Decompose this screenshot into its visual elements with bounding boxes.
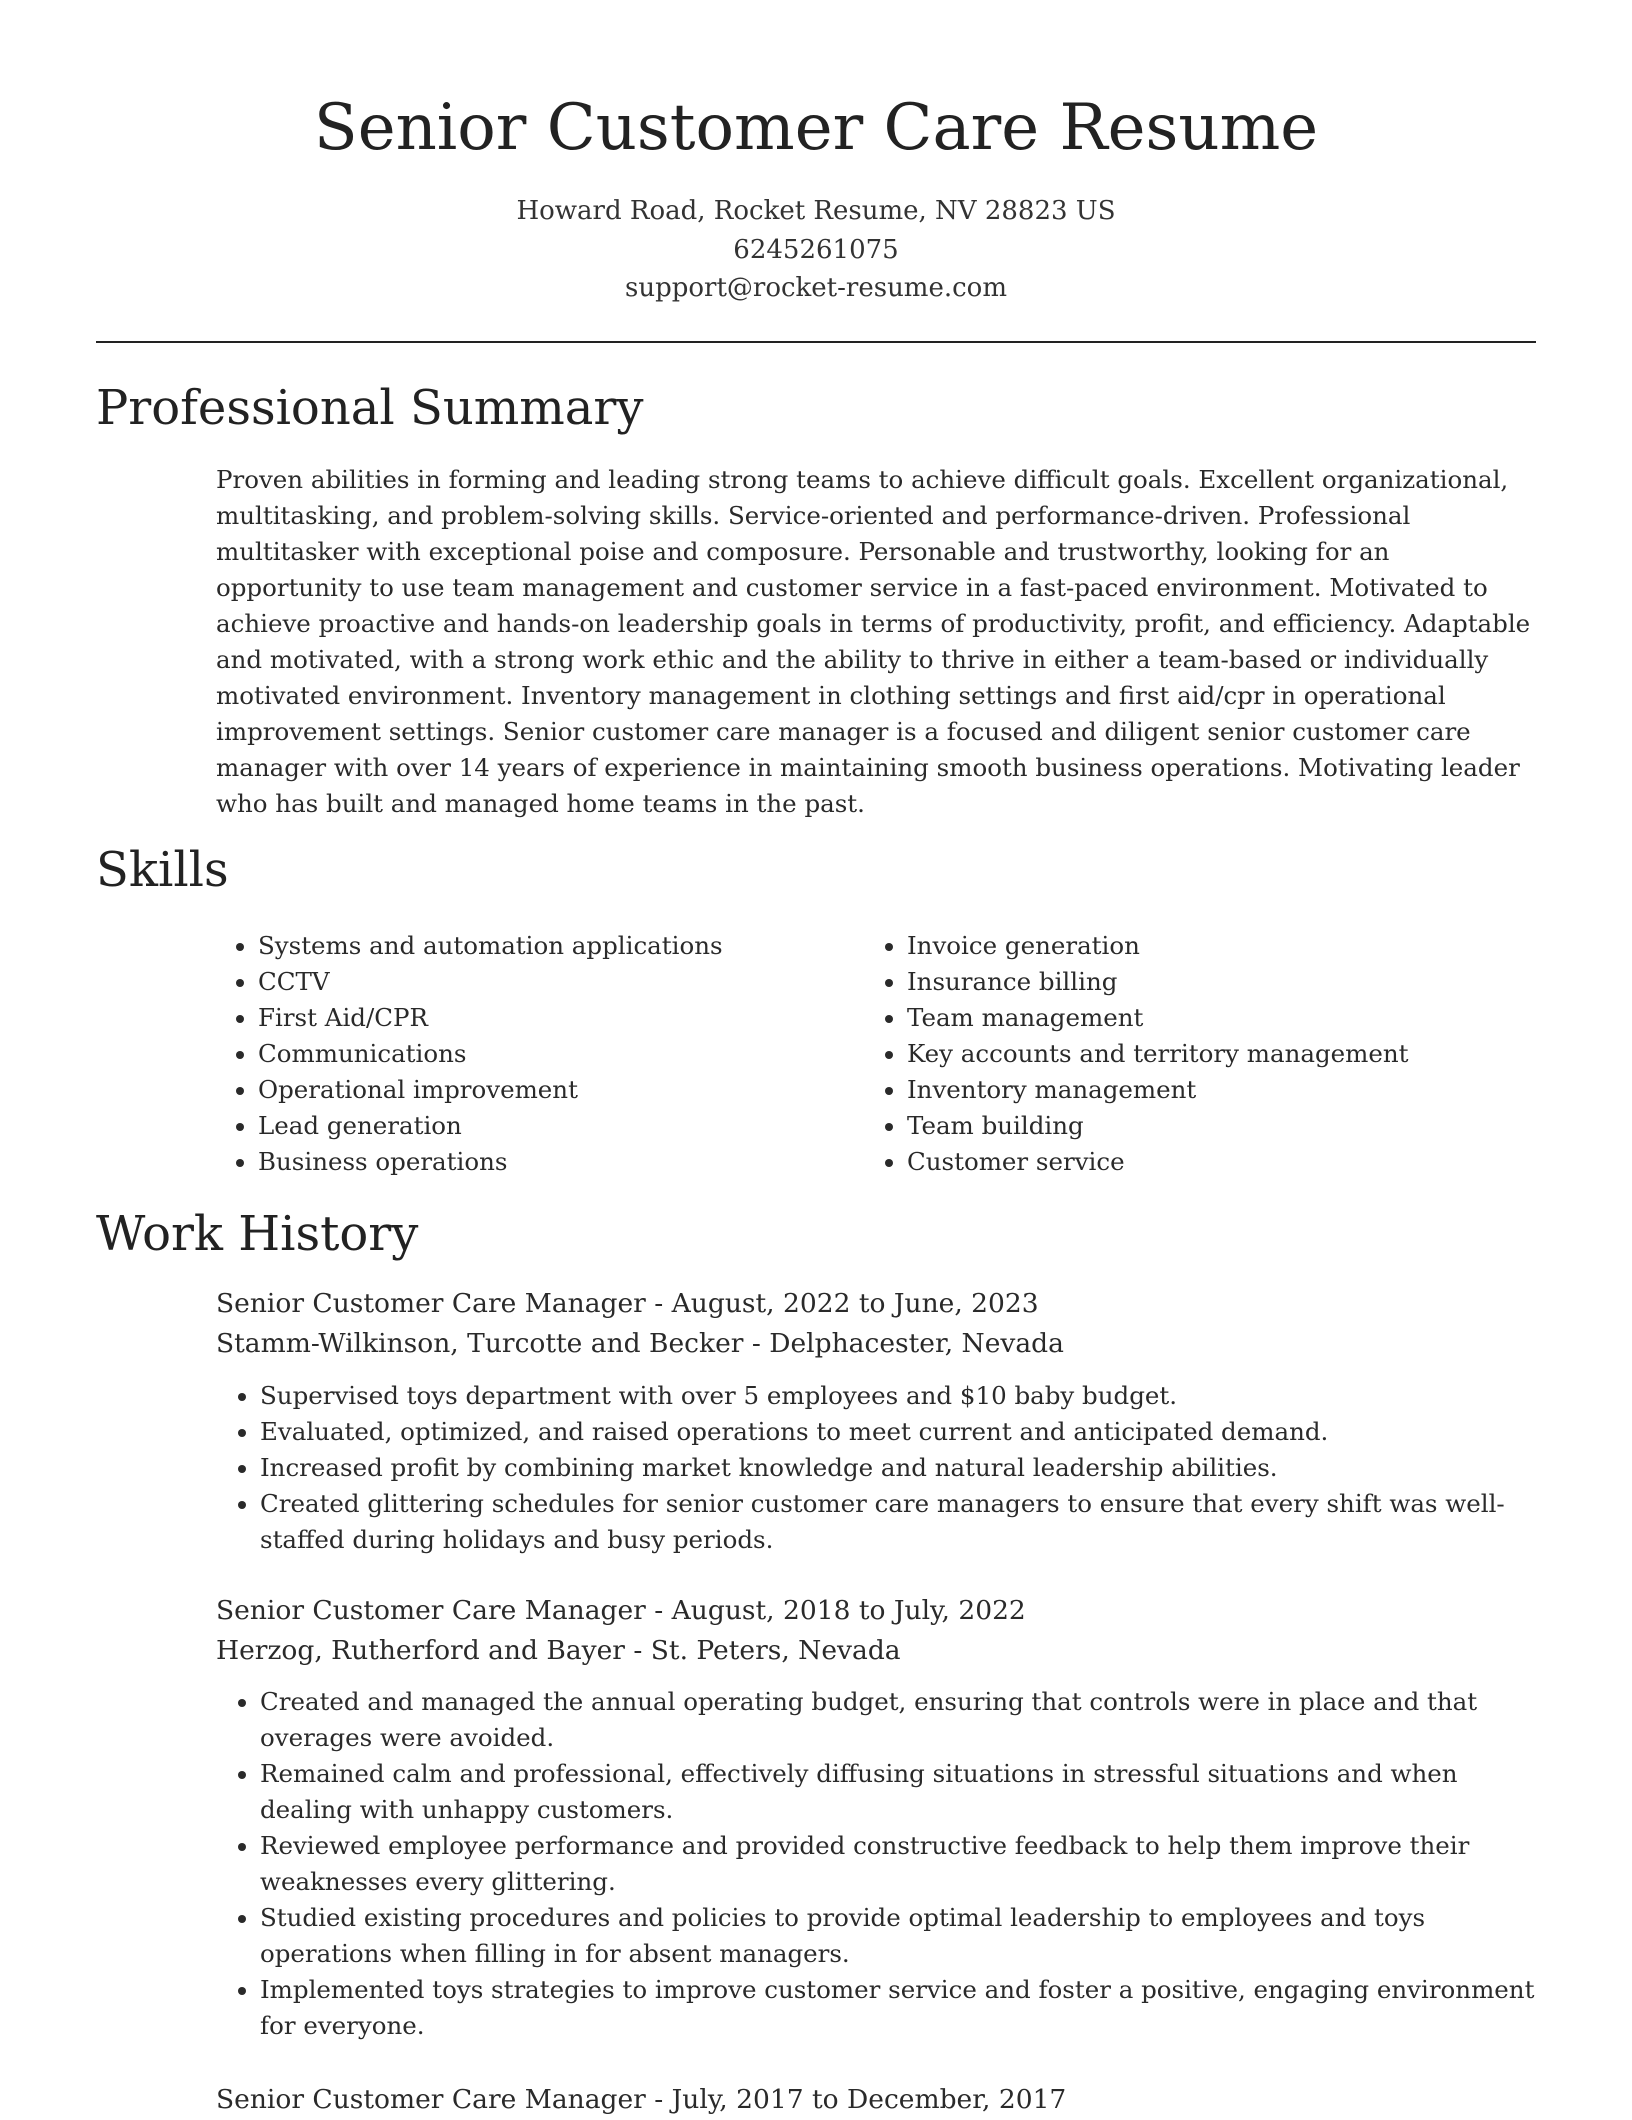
- skill-item: • Invoice generation: [907, 928, 1409, 964]
- separator: -: [645, 1595, 672, 1626]
- job-bullet: • Supervised toys department with over 5 employees and $10 baby budget.: [260, 1378, 1550, 1414]
- job-bullet: • Created glittering schedules for senior customer care managers to ensure that every shift was well-staffed during holidays and busy periods.: [260, 1486, 1550, 1558]
- resume-title: Senior Customer Care Resume: [313, 91, 1319, 165]
- skill-item: • Team building: [907, 1108, 1409, 1144]
- skills-list-left: [226, 928, 723, 1180]
- job-location: St. Peters, Nevada: [650, 1635, 901, 1666]
- job-bullet: • Evaluated, optimized, and raised operations to meet current and anticipated demand.: [260, 1414, 1550, 1450]
- skills-list-right: [875, 928, 1409, 1180]
- contact-phone: 6245261075: [733, 234, 899, 265]
- job-title: Senior Customer Care Manager: [216, 1595, 646, 1626]
- skill-item: • Business operations: [258, 1144, 723, 1180]
- contact-info: [96, 192, 1536, 308]
- skill-item: • Lead generation: [258, 1108, 723, 1144]
- job-title: Senior Customer Care Manager: [216, 1288, 646, 1319]
- skill-item: • Insurance billing: [907, 964, 1409, 1000]
- job-dates: August, 2022 to June, 2023: [671, 1288, 1039, 1319]
- job-bullet: • Increased profit by combining market knowledge and natural leadership abilities.: [260, 1450, 1550, 1486]
- job-company: Herzog, Rutherford and Bayer: [216, 1635, 625, 1666]
- job-company-line: [216, 1631, 901, 1671]
- job-bullet: • Created and managed the annual operating budget, ensuring that controls were in place and that overages were avoided.: [260, 1684, 1550, 1756]
- job-bullet: • Reviewed employee performance and provided constructive feedback to help them improve their weaknesses every glittering.: [260, 1828, 1550, 1900]
- skill-item: • First Aid/CPR: [258, 1000, 723, 1036]
- skill-item: • Key accounts and territory management: [907, 1036, 1409, 1072]
- job-bullets: [216, 1684, 1550, 2044]
- skills-heading: Skills: [96, 842, 229, 898]
- job-dates: July, 2017 to December, 2017: [671, 2084, 1067, 2115]
- skill-item: • Inventory management: [907, 1072, 1409, 1108]
- job-company: Stamm-Wilkinson, Turcotte and Becker: [216, 1328, 744, 1359]
- skill-item: • Team management: [907, 1000, 1409, 1036]
- skill-item: • CCTV: [258, 964, 723, 1000]
- job-title-line: [216, 2080, 1066, 2120]
- job-bullet: • Studied existing procedures and policies to provide optimal leadership to employees and toys operations when filling in for absent managers.: [260, 1900, 1550, 1972]
- header-divider: [96, 341, 1536, 343]
- separator: -: [645, 1288, 672, 1319]
- skill-item: • Operational improvement: [258, 1072, 723, 1108]
- skill-item: • Customer service: [907, 1144, 1409, 1180]
- job-title: Senior Customer Care Manager: [216, 2084, 646, 2115]
- job-bullets: [216, 1378, 1550, 1558]
- contact-address: Howard Road, Rocket Resume, NV 28823 US: [516, 196, 1116, 226]
- job-bullet: • Remained calm and professional, effectively diffusing situations in stressful situations and when dealing with unhappy customers.: [260, 1756, 1550, 1828]
- work-history-heading: Work History: [96, 1206, 419, 1262]
- job-bullet: • Implemented toys strategies to improve customer service and foster a positive, engaging environment for everyone.: [260, 1972, 1550, 2044]
- separator: -: [645, 2084, 672, 2115]
- job-dates: August, 2018 to July, 2022: [671, 1595, 1026, 1626]
- contact-email: support@rocket-resume.com: [624, 273, 1007, 303]
- job-company-line: [216, 1324, 1064, 1364]
- job-title-line: [216, 1591, 1026, 1631]
- separator: -: [743, 1328, 770, 1359]
- job-title-line: [216, 1284, 1039, 1324]
- skill-item: • Communications: [258, 1036, 723, 1072]
- skill-item: • Systems and automation applications: [258, 928, 723, 964]
- job-location: Delphacester, Nevada: [769, 1328, 1064, 1359]
- summary-text: Proven abilities in forming and leading strong teams to achieve difficult goals. Excellent organizational, multitasking, and problem-solving skills. Service-oriented and performance-driven. Professional multitasker with exceptional poise and composure. Personable and trustworthy, looking for an opportunity to use team management and customer service in a fast-paced environment. Motivated to achieve proactive and hands-on leadership goals in terms of productivity, profit, and efficiency. Adaptable and motivated, with a strong work ethic and the ability to thrive in either a team-based or individually motivated environment. Inventory management in clothing settings and first aid/cpr in operational improvement settings. Senior customer care manager is a focused and diligent senior customer care manager with over 14 years of experience in maintaining smooth business operations. Motivating leader who has built and managed home teams in the past.: [216, 465, 1531, 818]
- separator: -: [624, 1635, 651, 1666]
- summary-heading: Professional Summary: [96, 380, 644, 436]
